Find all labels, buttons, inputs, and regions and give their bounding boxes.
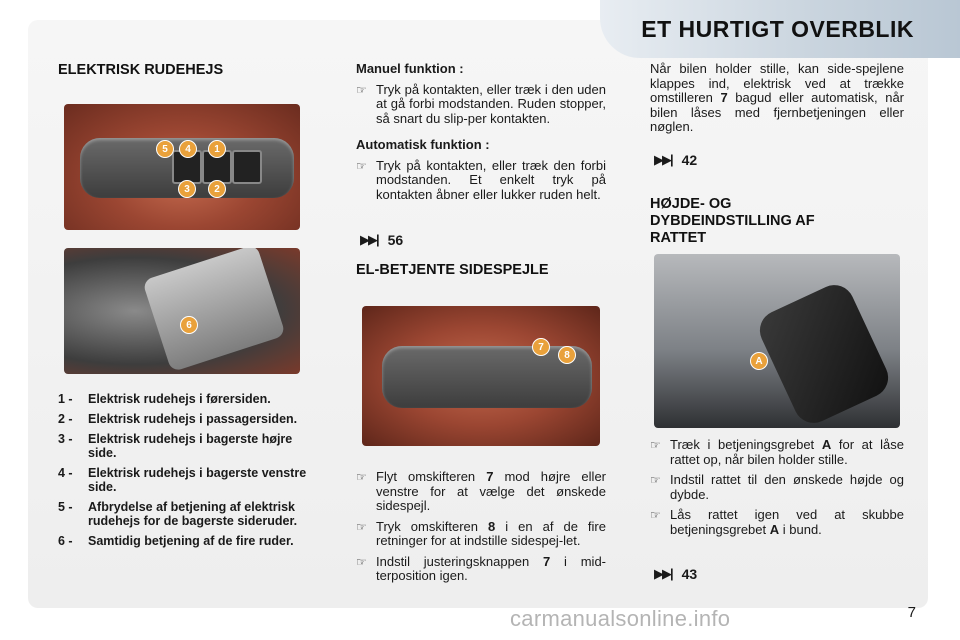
page-title: ET HURTIGT OVERBLIK: [641, 16, 914, 42]
page-reference: ▶▶| 42: [654, 152, 698, 168]
watermark: carmanualsonline.info: [510, 606, 731, 631]
instruction-item: ☞ Tryk på kontakten, eller træk den forbi modstanden. Et enkelt tryk på kontakten åbner eller lukker ruden helt.: [356, 157, 606, 202]
mirror-instructions: [356, 470, 606, 584]
callout-badge: 3: [178, 180, 196, 198]
section-heading-mirrors: EL-BETJENTE SIDESPEJLE: [356, 262, 549, 278]
callout-badge: 8: [558, 346, 576, 364]
callout-badge: 1: [208, 140, 226, 158]
switch-panel: [142, 248, 286, 372]
automatic-function-heading: Automatisk funktion :: [356, 137, 490, 152]
callout-badge: 4: [179, 140, 197, 158]
callout-badge: 2: [208, 180, 226, 198]
page-reference: ▶▶| 43: [654, 566, 698, 582]
instruction-item: ☞ Tryk på kontakten, eller træk i den uden at gå forbi modstanden. Ruden stopper, så snart du slip-per kontakten.: [356, 81, 606, 126]
fast-forward-icon: ▶▶|: [654, 152, 672, 167]
instruction-item: ☞ Flyt omskifteren 7 mod højre eller venstre for at vælge det ønskede sidespejl.: [356, 469, 607, 513]
window-control-list: [58, 392, 308, 554]
pointing-hand-icon: ☞: [650, 508, 661, 522]
pointing-hand-icon: ☞: [356, 470, 367, 484]
steering-instructions: [650, 438, 904, 537]
list-item: 2 - Elektrisk rudehejs i passagersiden.: [58, 412, 298, 426]
steering-column-graphic: [753, 278, 894, 428]
callout-badge: A: [750, 352, 768, 370]
section-heading-electric-windows: ELEKTRISK RUDEHEJS: [58, 62, 224, 78]
instruction-item: ☞ Tryk omskifteren 8 i en af de fire retninger for at indstille sidespej-let.: [356, 518, 606, 548]
switch-graphic: [232, 150, 262, 184]
page-reference: ▶▶| 56: [360, 232, 404, 248]
pointing-hand-icon: ☞: [356, 82, 367, 97]
list-item: 6 - Samtidig betjening af de fire ruder.: [58, 534, 294, 548]
instruction-item: ☞ Indstil justeringsknappen 7 i mid-terposition igen.: [356, 553, 607, 583]
steering-column-photo: [654, 254, 900, 428]
callout-badge: 6: [180, 316, 198, 334]
instruction-item: ☞ Lås rattet igen ved at skubbe betjeningsgrebet A i bund.: [650, 507, 904, 537]
mirror-fold-text: Når bilen holder stille, kan side-spejlene klappes ind, elektrisk ved at trække omstilleren 7 bagud eller automatisk, når bilen låses med fjernbetjeningen eller nøglen.: [650, 61, 904, 134]
page-number: 7: [907, 604, 916, 621]
list-item: 5 - Afbrydelse af betjening af elektrisk rudehejs for de bagerste sideruder.: [58, 500, 298, 528]
manual-function-block: [356, 62, 606, 202]
pointing-hand-icon: ☞: [650, 438, 661, 452]
mirror-switch-photo: [362, 306, 600, 446]
console-switch-photo: [64, 248, 300, 374]
list-item: 1 - Elektrisk rudehejs i førersiden.: [58, 392, 271, 406]
list-item: 3 - Elektrisk rudehejs i bagerste højre side.: [58, 432, 293, 460]
title-banner: [600, 0, 960, 58]
list-item: 4 - Elektrisk rudehejs i bagerste venstre side.: [58, 466, 307, 494]
pointing-hand-icon: ☞: [356, 519, 367, 534]
instruction-item: ☞ Indstil rattet til den ønskede højde og dybde.: [650, 472, 904, 502]
callout-badge: 5: [156, 140, 174, 158]
fast-forward-icon: ▶▶|: [654, 566, 672, 581]
instruction-item: ☞ Træk i betjeningsgrebet A for at låse rattet op, når bilen holder stille.: [650, 437, 905, 467]
pointing-hand-icon: ☞: [356, 554, 367, 569]
manual-function-heading: Manuel funktion :: [356, 61, 464, 76]
window-switch-photo: [64, 104, 300, 230]
pointing-hand-icon: ☞: [650, 473, 661, 487]
callout-badge: 7: [532, 338, 550, 356]
fast-forward-icon: ▶▶|: [360, 232, 378, 247]
section-heading-steering: HØJDE- OG DYBDEINDSTILLING AF RATTET: [650, 196, 815, 246]
pointing-hand-icon: ☞: [356, 158, 367, 173]
